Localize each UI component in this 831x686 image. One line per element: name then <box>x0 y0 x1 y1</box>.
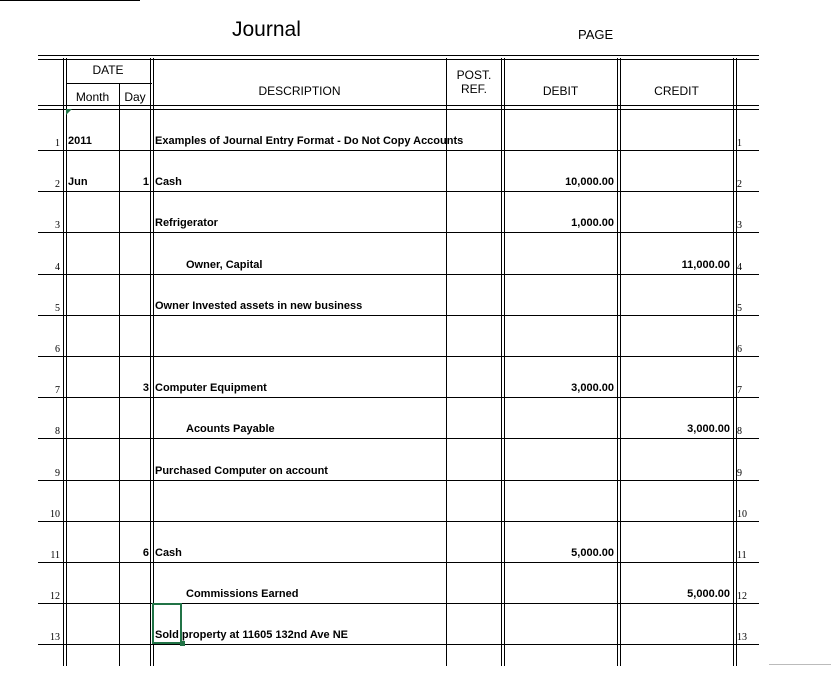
row-number-right: 6 <box>737 344 742 355</box>
row-line <box>38 232 759 233</box>
row-line <box>38 644 759 645</box>
journal-title: Journal <box>232 18 301 41</box>
description-cell[interactable]: Computer Equipment <box>155 382 267 394</box>
header-post-ref-line1: POST. <box>456 68 492 82</box>
day-cell[interactable]: 1 <box>142 176 149 188</box>
description-cell[interactable]: Commissions Earned <box>186 588 299 600</box>
row-number-right: 4 <box>737 262 742 273</box>
description-cell[interactable]: Acounts Payable <box>186 423 275 435</box>
description-cell[interactable]: Examples of Journal Entry Format - Do Not Copy Accounts <box>155 135 464 147</box>
fill-handle[interactable] <box>180 641 185 646</box>
header-credit: CREDIT <box>654 84 699 98</box>
header-month: Month <box>75 90 110 104</box>
header-day: Day <box>124 90 146 104</box>
date-subdivider <box>66 83 152 84</box>
sheet-edge <box>769 664 831 665</box>
row-line <box>38 150 759 151</box>
row-number-left: 10 <box>50 509 60 520</box>
row-number-right: 1 <box>737 138 742 149</box>
header-post-ref-line2: REF. <box>460 82 487 96</box>
description-cell[interactable]: Owner Invested assets in new business <box>155 300 363 312</box>
header-date: DATE <box>92 63 124 77</box>
header-bottom-border <box>38 105 759 110</box>
row-line <box>38 480 759 481</box>
header-description: DESCRIPTION <box>258 84 341 98</box>
row-line <box>38 356 759 357</box>
row-line <box>38 397 759 398</box>
debit-cell[interactable]: 10,000.00 <box>565 176 614 188</box>
active-cell-selection[interactable] <box>152 603 182 644</box>
debit-cell[interactable]: 1,000.00 <box>571 217 614 229</box>
credit-cell[interactable]: 11,000.00 <box>681 259 730 271</box>
row-line <box>38 521 759 522</box>
header-debit: DEBIT <box>542 84 579 98</box>
top-border <box>38 55 759 60</box>
row-number-left: 5 <box>55 303 60 314</box>
vline-month-day <box>119 84 120 666</box>
row-number-right: 3 <box>737 220 742 231</box>
row-number-left: 11 <box>50 550 60 561</box>
row-number-left: 6 <box>55 344 60 355</box>
row-number-right: 8 <box>737 426 742 437</box>
credit-cell[interactable]: 5,000.00 <box>687 588 730 600</box>
row-number-left: 12 <box>50 591 60 602</box>
day-cell[interactable]: 3 <box>142 382 149 394</box>
row-number-right: 7 <box>737 385 742 396</box>
row-number-left: 2 <box>55 179 60 190</box>
row-number-right: 13 <box>737 632 747 643</box>
description-cell[interactable]: Owner, Capital <box>186 259 263 271</box>
row-number-right: 11 <box>737 550 747 561</box>
row-number-left: 3 <box>55 220 60 231</box>
row-line <box>38 191 759 192</box>
row-line <box>38 274 759 275</box>
credit-cell[interactable]: 3,000.00 <box>687 423 730 435</box>
description-cell[interactable]: Cash <box>155 547 182 559</box>
row-number-left: 7 <box>55 385 60 396</box>
description-cell[interactable]: Purchased Computer on account <box>155 465 328 477</box>
row-number-left: 13 <box>50 632 60 643</box>
description-cell[interactable]: Cash <box>155 176 182 188</box>
row-number-right: 2 <box>737 179 742 190</box>
description-cell[interactable]: Refrigerator <box>155 217 218 229</box>
row-number-right: 5 <box>737 303 742 314</box>
row-number-left: 4 <box>55 262 60 273</box>
row-number-right: 10 <box>737 509 747 520</box>
row-line <box>38 315 759 316</box>
debit-cell[interactable]: 5,000.00 <box>571 547 614 559</box>
row-number-right: 12 <box>737 591 747 602</box>
month-cell[interactable]: 2011 <box>68 135 92 147</box>
row-line <box>38 603 759 604</box>
row-number-left: 9 <box>55 468 60 479</box>
description-cell[interactable]: Sold property at 11605 132nd Ave NE <box>155 629 348 641</box>
cell-corner-marker <box>66 109 72 115</box>
page-label: PAGE <box>578 27 614 42</box>
month-cell[interactable]: Jun <box>68 176 88 188</box>
row-line <box>38 562 759 563</box>
debit-cell[interactable]: 3,000.00 <box>571 382 614 394</box>
row-number-right: 9 <box>737 468 742 479</box>
row-number-left: 1 <box>55 138 60 149</box>
row-number-left: 8 <box>55 426 60 437</box>
row-line <box>38 438 759 439</box>
page-number-blank[interactable] <box>0 0 140 1</box>
day-cell[interactable]: 6 <box>142 547 149 559</box>
